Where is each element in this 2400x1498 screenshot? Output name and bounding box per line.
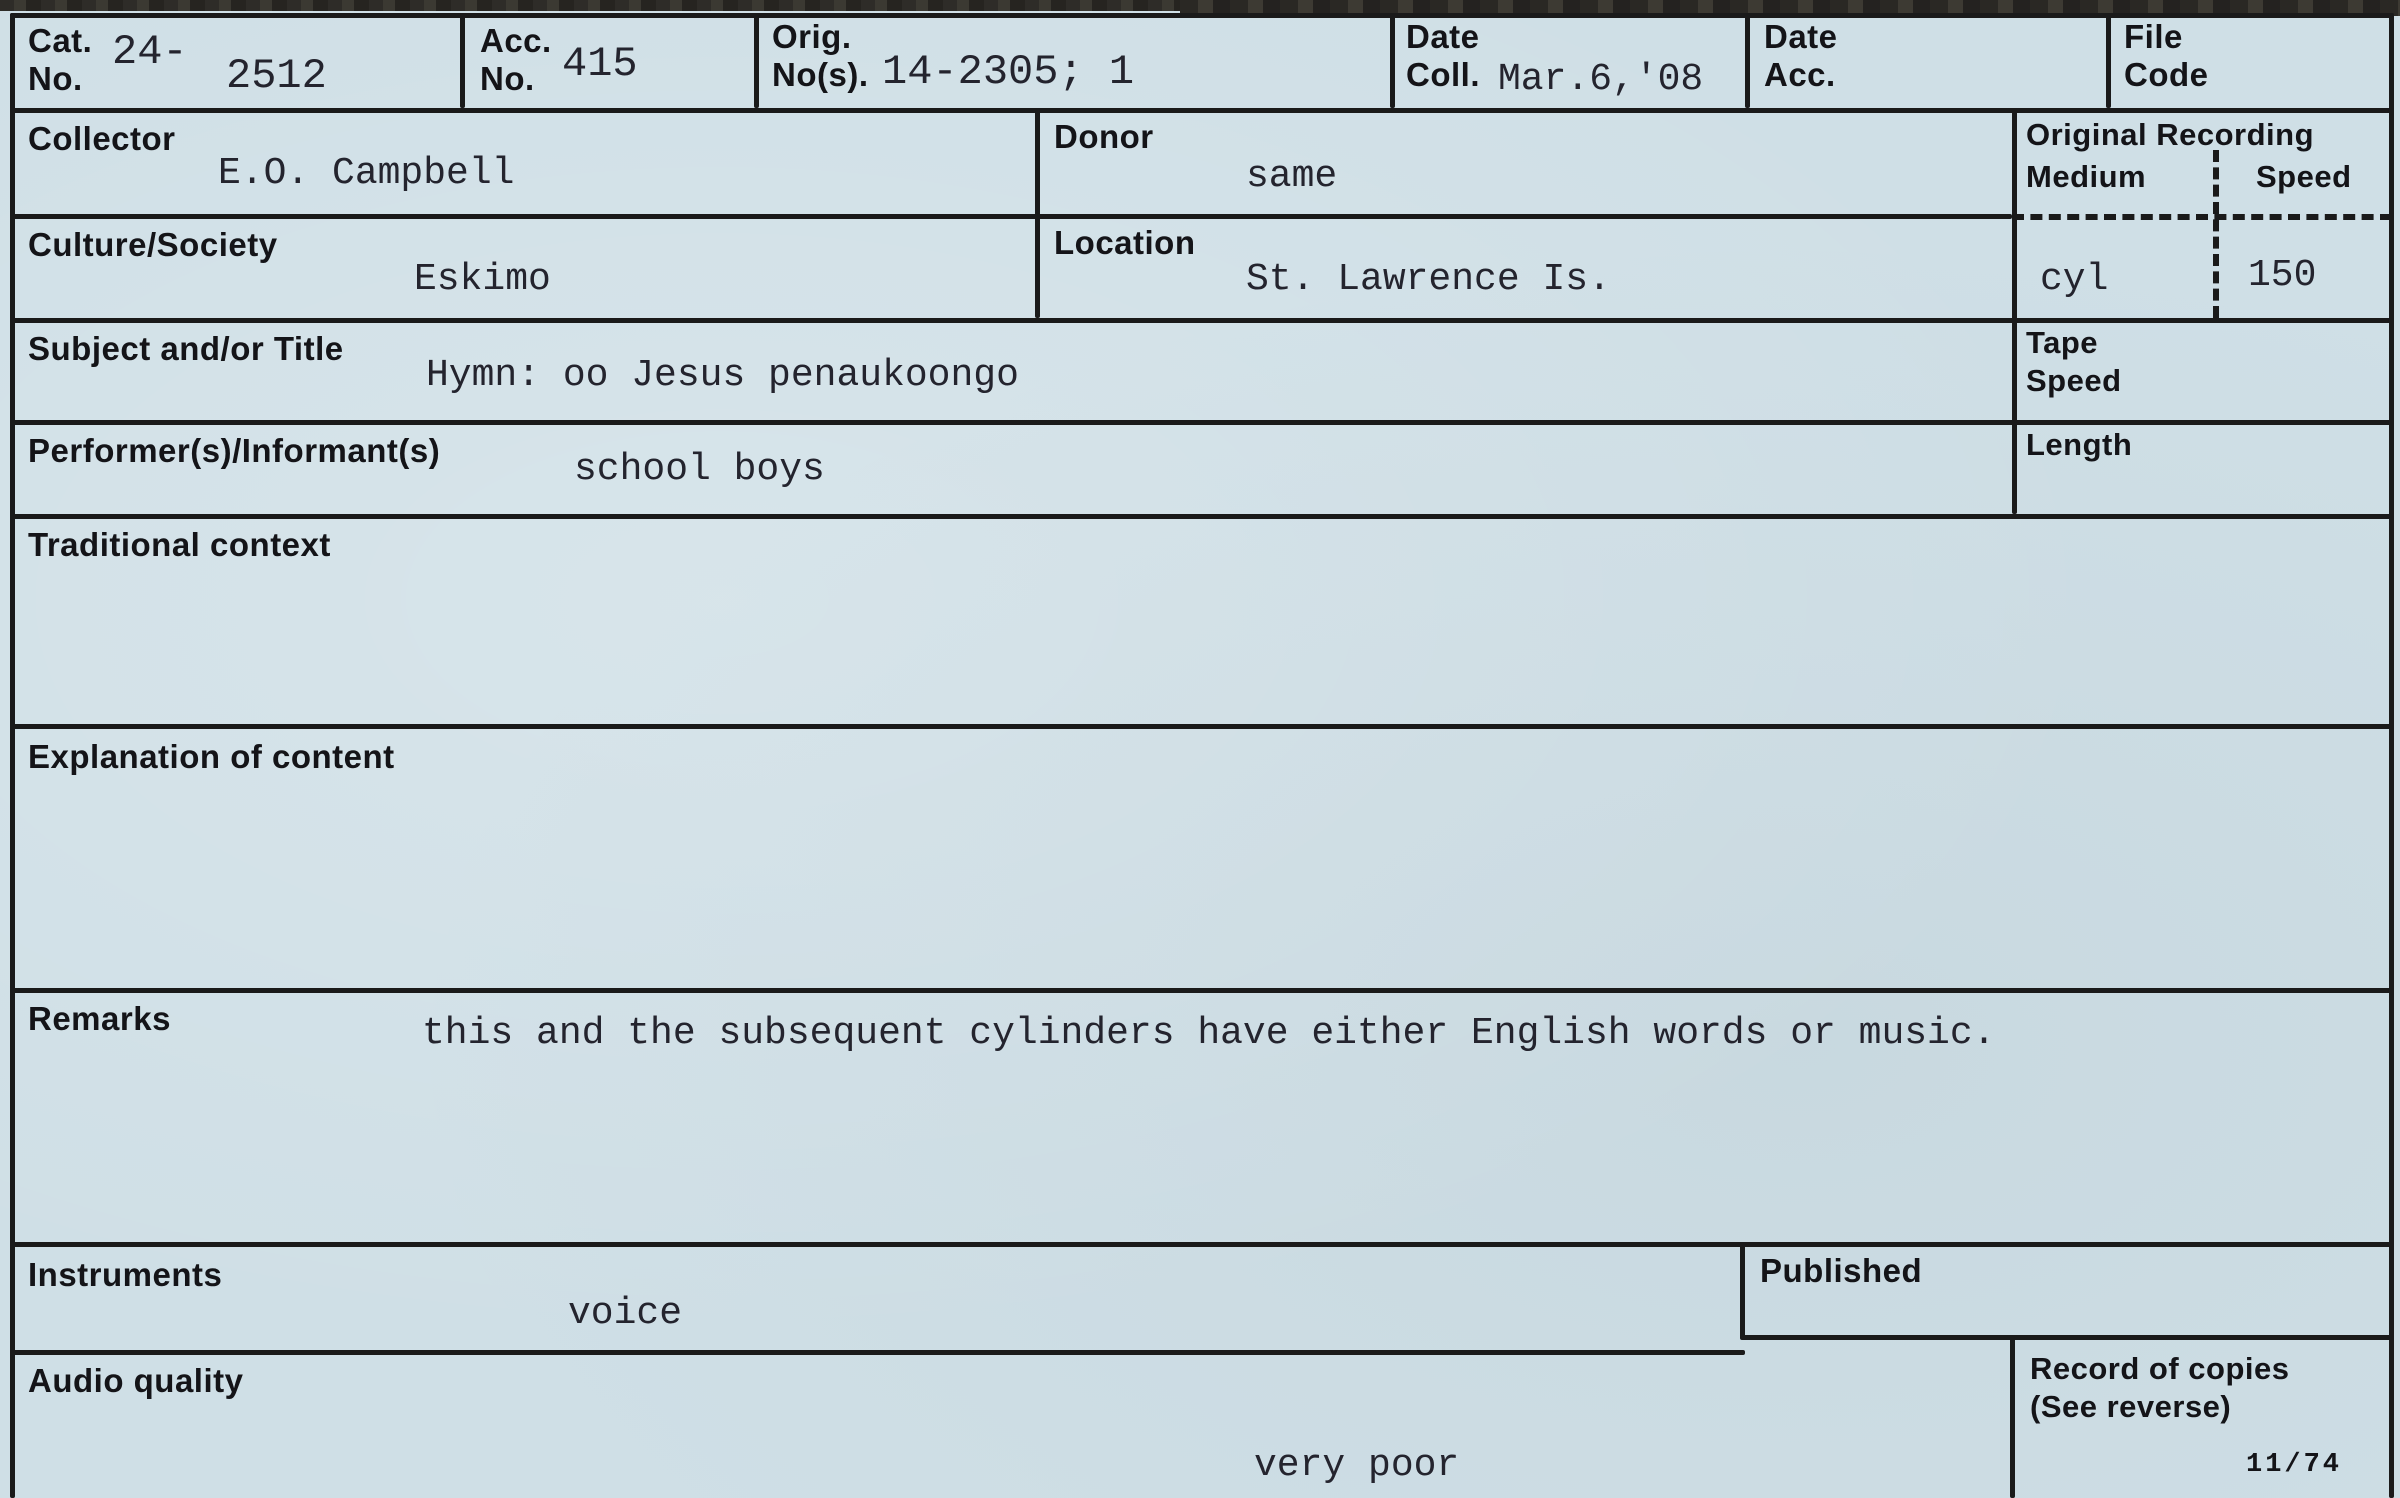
audio-quality-value: very poor [1254,1444,1460,1487]
rule-right-column [2012,108,2017,514]
rule-row5-bottom [10,514,2394,519]
date-coll-label-line1: Date [1406,18,1480,55]
medium-value: cyl [2040,258,2109,301]
form-revision-code: 11/74 [2246,1450,2343,1480]
rule-row6-bottom [10,724,2394,729]
rule-datecoll-dateacc [1745,13,1750,108]
rule-row3-bottom [10,318,2394,323]
instruments-label: Instruments [28,1256,223,1293]
rule-orig-datecoll [1390,13,1395,108]
acc-no-value: 415 [562,40,638,88]
rule-row1-bottom [10,108,2394,113]
orig-nos-label-line1: Orig. [772,18,852,55]
rule-row8-bottom [10,1242,2394,1247]
date-acc-label-line1: Date [1764,18,1838,55]
location-label: Location [1054,224,1196,261]
acc-no-label-line2: No. [480,60,535,97]
file-code-label-line1: File [2124,18,2183,55]
rule-medium-speed-dashed [2012,214,2392,220]
cat-no-value-prefix: 24- [112,28,188,76]
remarks-label: Remarks [28,1000,171,1037]
rule-instruments-published [1740,1242,1745,1339]
instruments-value: voice [568,1292,683,1335]
medium-label: Medium [2026,159,2147,194]
rule-left-border [10,13,15,1498]
audio-quality-label: Audio quality [28,1362,244,1399]
remarks-value: this and the subsequent cylinders have either English words or music. [422,1012,1996,1055]
traditional-context-label: Traditional context [28,526,331,563]
rule-collector-donor [1035,108,1040,318]
cat-no-label-line2: No. [28,60,83,97]
cat-no-label-line1: Cat. [28,22,93,59]
rule-row7-bottom [10,988,2394,993]
culture-society-label: Culture/Society [28,226,278,263]
donor-label: Donor [1054,118,1154,155]
cat-no-value: 2512 [226,52,327,100]
performers-label: Performer(s)/Informant(s) [28,432,441,469]
rule-cat-acc [460,13,465,108]
culture-society-value: Eskimo [414,258,551,301]
location-value: St. Lawrence Is. [1246,258,1611,301]
rule-row4-bottom [10,420,2394,425]
rule-right-border [2389,13,2394,1498]
file-code-label-line2: Code [2124,56,2209,93]
date-coll-label-line2: Coll. [1406,56,1480,93]
subject-title-label: Subject and/or Title [28,330,344,367]
original-recording-label: Original Recording [2026,117,2315,152]
speed-value: 150 [2248,254,2317,297]
tape-speed-label-line1: Tape [2026,325,2099,360]
performers-value: school boys [574,448,825,491]
rule-audio-copies [2010,1335,2015,1498]
tape-speed-label-line2: Speed [2026,363,2122,398]
rule-top [10,13,2394,18]
rule-dateacc-filecode [2106,13,2111,108]
orig-nos-value: 14-2305; 1 [882,48,1135,96]
published-label: Published [1760,1252,1923,1289]
rule-medium-speed-divider-dashed [2213,150,2219,318]
acc-no-label-line1: Acc. [480,22,552,59]
date-coll-value: Mar.6,'08 [1498,58,1704,101]
rule-acc-orig [754,13,759,108]
explanation-of-content-label: Explanation of content [28,738,395,775]
date-acc-label-line2: Acc. [1764,56,1836,93]
speed-label: Speed [2256,159,2352,194]
record-of-copies-label-line2: (See reverse) [2030,1389,2232,1424]
collector-label: Collector [28,120,176,157]
collector-value: E.O. Campbell [218,152,515,195]
orig-nos-label-line2: No(s). [772,56,869,93]
subject-title-value: Hymn: oo Jesus penaukoongo [426,354,1019,397]
rule-published-bottom [1740,1335,2394,1340]
rule-row2-bottom [10,214,2012,219]
donor-value: same [1246,155,1338,198]
record-of-copies-label-line1: Record of copies [2030,1351,2290,1386]
rule-row9-bottom [10,1350,1745,1355]
length-label: Length [2026,427,2133,462]
